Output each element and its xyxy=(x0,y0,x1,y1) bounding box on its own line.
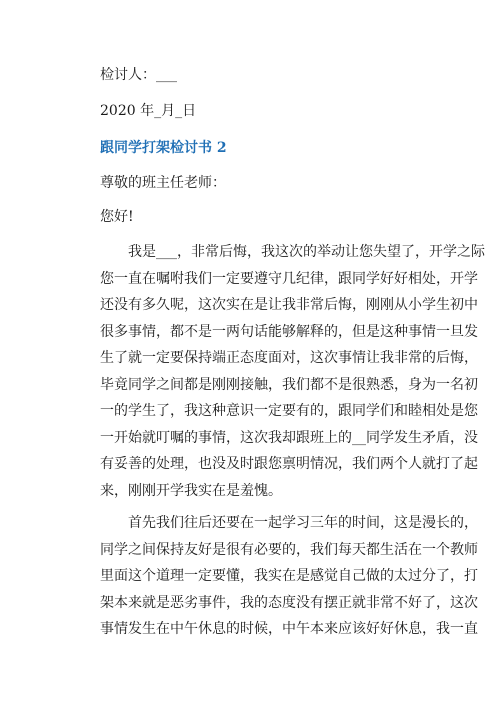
paragraph-line: 很多事情，都不是一两句话能够解释的，但是这种事情一旦发 xyxy=(100,323,478,340)
paragraph-2 xyxy=(100,510,478,643)
date-line: 2020 年_月_日 xyxy=(100,103,197,119)
paragraph-line: 您一直在嘱咐我们一定要遵守几纪律，跟同学好好相处，开学 xyxy=(100,270,478,287)
paragraph-line: 一开始就叮嘱的事情，这次我却跟班上的__同学发生矛盾，没 xyxy=(100,429,478,446)
paragraph-line: 一的学生了，我这种意识一定要有的，跟同学们和睦相处是您 xyxy=(100,403,478,419)
paragraph-line: 同学之间保持友好是很有必要的，我们每天都生活在一个教师 xyxy=(100,541,478,558)
paragraph-line: 首先我们往后还要在一起学习三年的时间，这是漫长的， xyxy=(100,515,478,531)
paragraph-line: 里面这个道理一定要懂，我实在是感觉自己做的太过分了，打 xyxy=(100,568,478,584)
paragraph-line: 还没有多久呢，这次实在是让我非常后悔，刚刚从小学生初中 xyxy=(100,297,478,313)
salutation: 尊敬的班主任老师： xyxy=(100,175,226,191)
document-title: 跟同学打架检讨书 2 xyxy=(100,140,227,156)
paragraph-line: 事情发生在中午休息的时候，中午本来应该好好休息，我一直 xyxy=(100,621,478,637)
paragraph-line: 我是___，非常后悔，我这次的举动让您失望了，开学之际 xyxy=(100,244,485,260)
paragraph-1 xyxy=(100,239,485,504)
paragraph-line: 来，刚刚开学我实在是羞愧。 xyxy=(100,482,282,499)
paragraph-line: 生了就一定要保持端正态度面对，这次事情让我非常的后悔， xyxy=(100,350,478,366)
paragraph-line: 有妥善的处理，也没及时跟您禀明情况，我们两个人就打了起 xyxy=(100,456,478,472)
greeting: 您好! xyxy=(100,209,134,225)
paragraph-line: 毕竟同学之间都是刚刚接触，我们都不是很熟悉，身为一名初 xyxy=(100,376,478,393)
paragraph-line: 架本来就是恶劣事件，我的态度没有摆正就非常不好了，这次 xyxy=(100,594,478,611)
reviewer-signature-line: 检讨人：___ xyxy=(100,67,177,83)
